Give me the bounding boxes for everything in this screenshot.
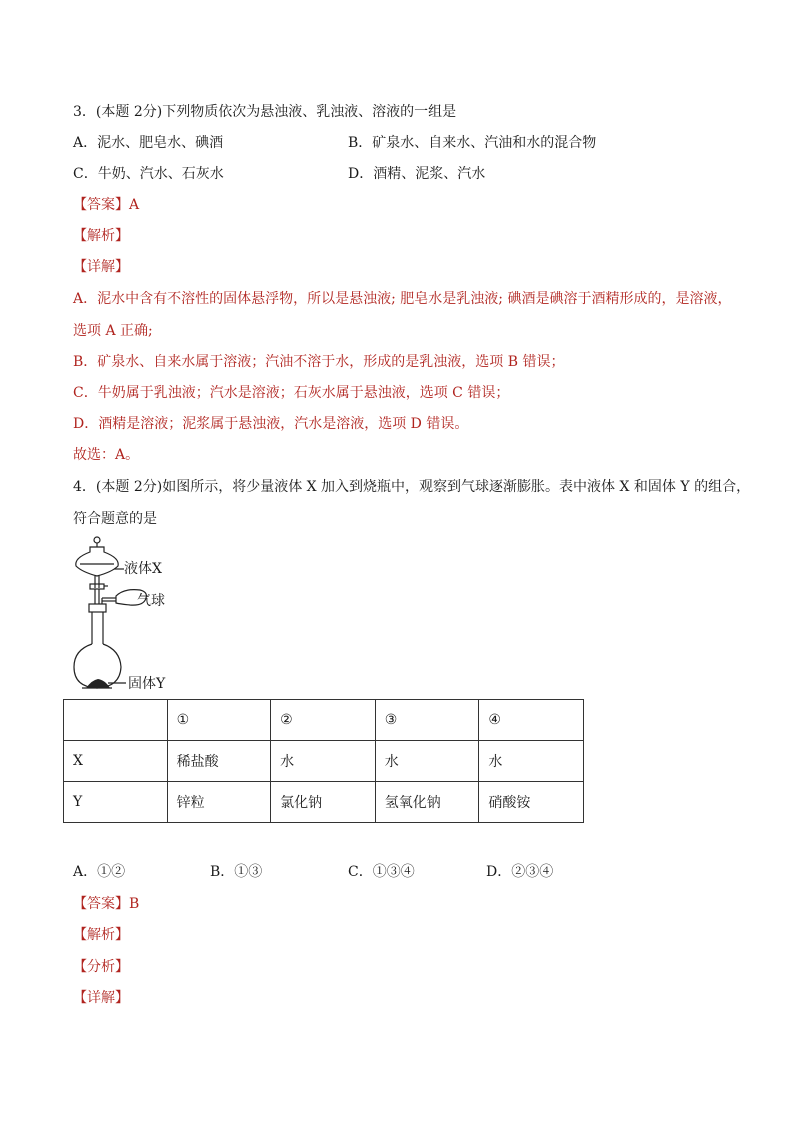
figure-label-solid-y: 固体Y (128, 676, 166, 692)
q3-detail-line: A．泥水中含有不溶性的固体悬浮物，所以是悬浊液; 肥皂水是乳浊液; 碘酒是碘溶于酒精形成的，是溶液， (73, 291, 732, 307)
q4-stem-line2: 符合题意的是 (73, 511, 157, 527)
table-header-cell: ① (167, 700, 271, 741)
q3-detail-line: C．牛奶属于乳浊液；汽水是溶液；石灰水属于悬浊液，选项 C 错误； (73, 385, 510, 401)
flask-apparatus-diagram (68, 532, 198, 697)
q4-option-d: D．②③④ (486, 864, 554, 880)
q3-option-c: C．牛奶、汽水、石灰水 (73, 166, 224, 182)
table-cell: 氢氧化钠 (375, 782, 479, 823)
q3-option-d: D．酒精、泥浆、汽水 (348, 166, 486, 182)
figure-label-liquid-x: 液体X (124, 561, 162, 577)
q4-detail-label: 【详解】 (73, 990, 129, 1006)
table-cell: 锌粒 (167, 782, 271, 823)
q4-stem-line1: 4．(本题 2分)如图所示，将少量液体 X 加入到烧瓶中，观察到气球逐渐膨胀。表中液体 X 和固体 Y 的组合， (73, 479, 751, 495)
table-cell: 氯化钠 (271, 782, 376, 823)
reagent-table (63, 699, 584, 823)
q3-detail-line: 故选：A。 (73, 447, 140, 463)
q3-detail-line: 选项 A 正确; (73, 323, 153, 339)
q4-option-b: B．①③ (210, 864, 263, 880)
q3-stem: 3．(本题 2分)下列物质依次为悬浊液、乳浊液、溶液的一组是 (73, 104, 457, 120)
table-cell (64, 700, 168, 741)
table-header-cell: ④ (479, 700, 584, 741)
q3-detail-line: B．矿泉水、自来水属于溶液；汽油不溶于水，形成的是乳浊液，选项 B 错误； (73, 354, 565, 370)
table-row (64, 782, 584, 823)
q4-fenxi-label: 【分析】 (73, 959, 129, 975)
table-header-cell: ③ (375, 700, 479, 741)
table-row (64, 741, 584, 782)
table-header-row (64, 700, 584, 741)
q4-analysis-label: 【解析】 (73, 927, 129, 943)
q4-option-a: A．①② (73, 864, 126, 880)
q3-analysis-label: 【解析】 (73, 228, 129, 244)
table-cell: 水 (271, 741, 376, 782)
table-cell: 硝酸铵 (479, 782, 584, 823)
figure-label-balloon: 气球 (137, 593, 165, 609)
q4-option-c: C．①③④ (348, 864, 415, 880)
table-cell: 水 (479, 741, 584, 782)
q3-option-b: B．矿泉水、自来水、汽油和水的混合物 (348, 135, 597, 151)
table-cell: 水 (375, 741, 479, 782)
q4-answer: 【答案】B (73, 896, 140, 912)
table-row-label: Y (64, 782, 168, 823)
q3-detail-line: D．酒精是溶液；泥浆属于悬浊液，汽水是溶液，选项 D 错误。 (73, 416, 469, 432)
q3-detail-label: 【详解】 (73, 259, 129, 275)
q3-option-a: A．泥水、肥皂水、碘酒 (73, 135, 224, 151)
table-cell: 稀盐酸 (167, 741, 271, 782)
table-row-label: X (64, 741, 168, 782)
table-header-cell: ② (271, 700, 376, 741)
q3-answer: 【答案】A (73, 197, 140, 213)
